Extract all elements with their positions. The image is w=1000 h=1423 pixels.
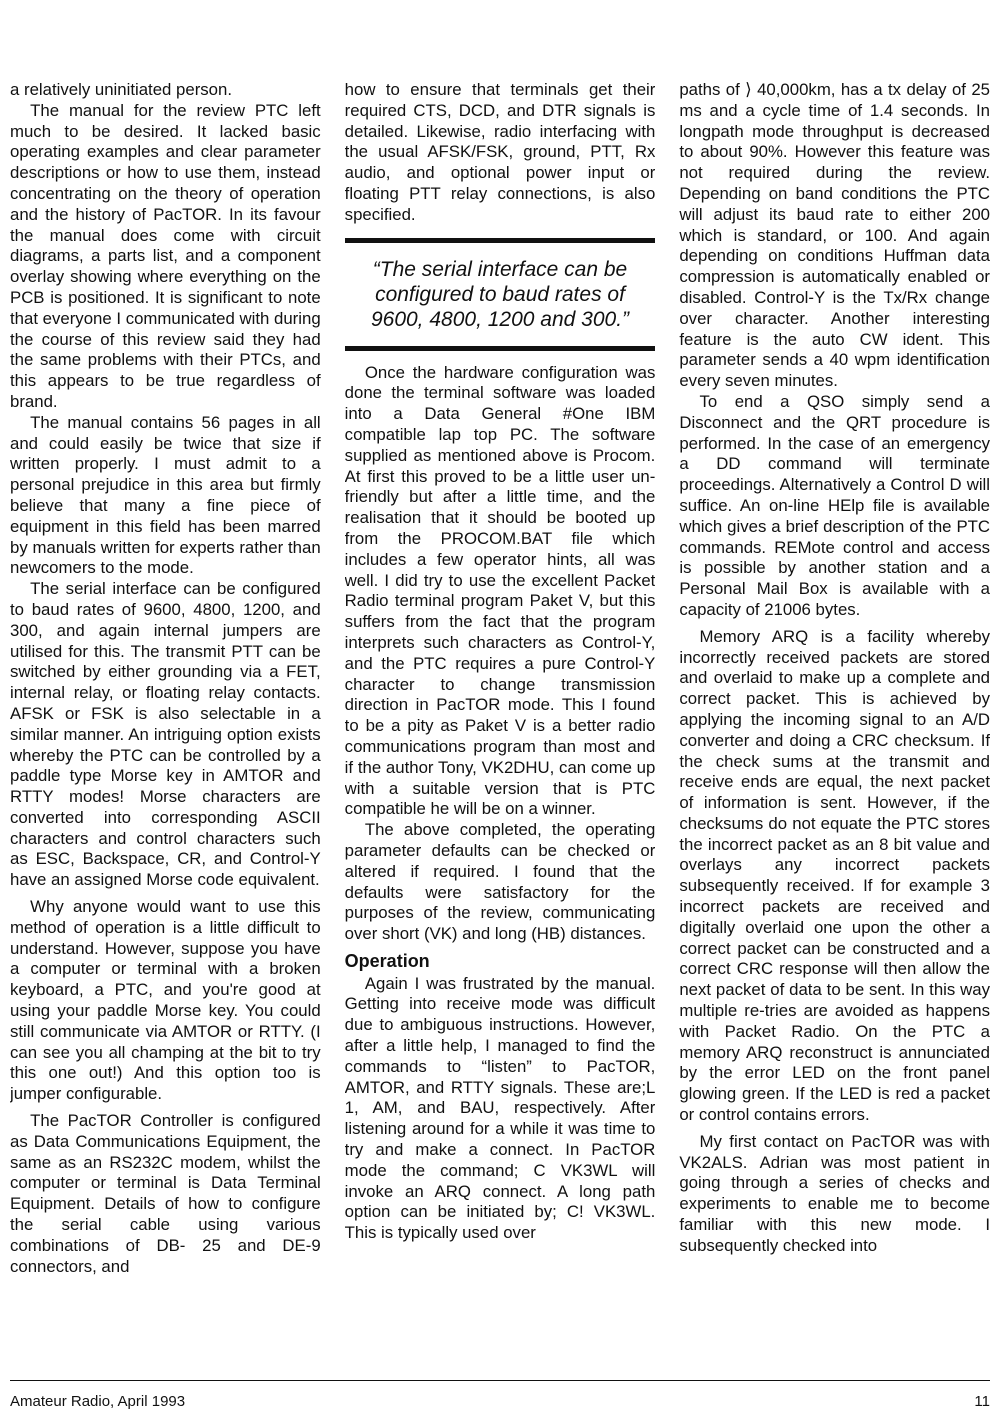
paragraph: Once the hardware configuration was done the terminal software was loaded into a Data General #One IBM compatible lap top PC. The software supplied as mentioned above is Procom. At first this proved to be a little user un-friendly but after a little time, and the realisation that it should be booted up from the PROCOM.BAT file which includes a few operator hints, all was well. I did try to use the excellent Packet Radio terminal program Paket V, but this suffers from the fact that the program interprets such characters as Control-Y, and the PTC requires a pure Control-Y character to change transmission direction in PacTOR mode. This I found to be a pity as Paket V is a better radio communications program than most and if the author Tony, VK2DHU, can come up with a suitable version that is PTC compatible he will be on a winner. <box>344 362 656 819</box>
column-1 <box>10 80 321 1370</box>
page-footer <box>10 1380 990 1410</box>
paragraph: how to ensure that terminals get their required CTS, DCD, and DTR signals is detailed. Likewise, radio interfacing with the usual AFSK/FSK, ground, PTT, Rx audio, and optional power input or floating PTT relay connections, is also specified. <box>344 80 656 224</box>
paragraph: My first contact on PacTOR was with VK2ALS. Adrian was most patient in going through a series of checks and experiments to enable me to become familiar with this new mode. I subsequently checked into <box>679 1131 991 1255</box>
paragraph: paths of ⟩ 40,000km, has a tx delay of 25 ms and a cycle time of 1.4 seconds. In longpath mode throughput is decreased to about 90%. However this feature was not required during the review. Depending on band conditions the PTC will adjust its baud rate to either 200 which is standard, or 100. And again depending on conditions Huffman data compression is automatically enabled or disabled. Control-Y is the Tx/Rx change over character. Another interesting feature is the auto CW ident. This parameter sends a 40 wpm identification every seven minutes. <box>679 80 991 391</box>
column-2 <box>345 80 656 1370</box>
page-number: 11 <box>974 1393 990 1410</box>
paragraph: The manual contains 56 pages in all and could easily be twice that size if written properly. I must admit to a personal prejudice in this area but firmly believe that many a fine piece of equipment in this field has been marred by manuals written for experts rather than newcomers to the mode. <box>10 412 321 578</box>
paragraph: The serial interface can be configured to baud rates of 9600, 4800, 1200, and 300, and again internal jumpers are utilised for this. The transmit PTT can be switched by either grounding via a FET, internal relay, or floating relay contacts. AFSK or FSK is also selectable in a similar manner. An intriguing option exists whereby the PTC can be controlled by a paddle type Morse key in AMTOR and RTTY modes! Morse characters are converted into corresponding ASCII characters and control characters such as ESC, Backspace, CR, and Control-Y have an assigned Morse code equivalent. <box>10 579 321 890</box>
section-heading: Operation <box>344 950 430 971</box>
column-3 <box>679 80 990 1370</box>
paragraph: The PacTOR Controller is configured as Data Communications Equipment, the same as an RS232C modem, whilst the computer or terminal is Data Terminal Equipment. Details of how to configure the serial cable using various combinations of DB- 25 and DE-9 connectors, and <box>10 1111 321 1276</box>
paragraph: Memory ARQ is a facility whereby incorrectly received packets are stored and overlaid to make up a complete and correct packet. This is achieved by applying the incoming signal to an A/D converter and doing a CRC checksum. If the check sums at the transmit and receive ends are equal, the next packet of information is sent. However, if the checksums do not equate the PTC stores the incorrect packet as an 8 bit value and overlays any incorrect packets subsequently received. If for example 3 incorrect packets are received and digitally overlaid one upon the other a correct packet can be constructed and a correct CRC response will then allow the next packet of data to be sent. In this way multiple re-tries are avoided as happens with Packet Radio. On the PTC a memory ARQ reconstruct is annunciated by the error LED on the front panel glowing green. If the LED is red a packet or control contains errors. <box>679 626 991 1125</box>
paragraph: Again I was frustrated by the manual. Getting into receive mode was difficult due to ambiguous instructions. However, after a little help, I managed to find the commands to “listen” to PacTOR, AMTOR, and RTTY signals. These are;L 1, AM, and BAU, respectively. After listening around for a while it was time to try and make a connect. In PacTOR mode the command; C VK3WL will invoke an ARQ connect. A long path option can be initiated by; C! VK3WL. This is typically used over <box>344 973 656 1243</box>
paragraph: Why anyone would want to use this method of operation is a little difficult to understand. However, suppose you have a computer or terminal with a broken keyboard, a PTC, and you're good at using your paddle Morse key. You could still communicate via AMTOR or RTTY. (I can see you all champing at the bit to try this one out!) And this option too is jumper configurable. <box>10 897 321 1104</box>
paragraph: The above completed, the operating parameter defaults can be checked or altered if required. I found that the defaults were satisfactory for the purposes of the review, communicating over short (VK) and long (HB) distances. <box>344 820 656 944</box>
article-body <box>10 80 990 1370</box>
publication-name: Amateur Radio, April 1993 <box>10 1393 186 1410</box>
pull-quote: “The serial interface can be configured to baud rates of 9600, 4800, 1200 and 300.” <box>345 238 656 351</box>
paragraph: To end a QSO simply send a Disconnect and the QRT procedure is performed. In the case of an emergency a DD command will terminate proceedings. Alternatively a Control D will suffice. An on-line HElp file is available which gives a brief description of the PTC commands. REMote control and access is possible by another station and a Personal Mail Box is available with a capacity of 21006 bytes. <box>679 391 991 619</box>
paragraph: a relatively uninitiated person. <box>10 80 233 99</box>
paragraph: The manual for the review PTC left much to be desired. It lacked basic operating examples and clear parameter descriptions or how to use them, instead concentrating on the theory of operation and the history of PacTOR. In its favour the manual does come with circuit diagrams, a parts list, and a component overlay showing where everything on the PCB is positioned. It is significant to note that everyone I communicated with during the course of this review said they had the same problems with their PTCs, and this appears to be true regardless of brand. <box>10 100 321 411</box>
